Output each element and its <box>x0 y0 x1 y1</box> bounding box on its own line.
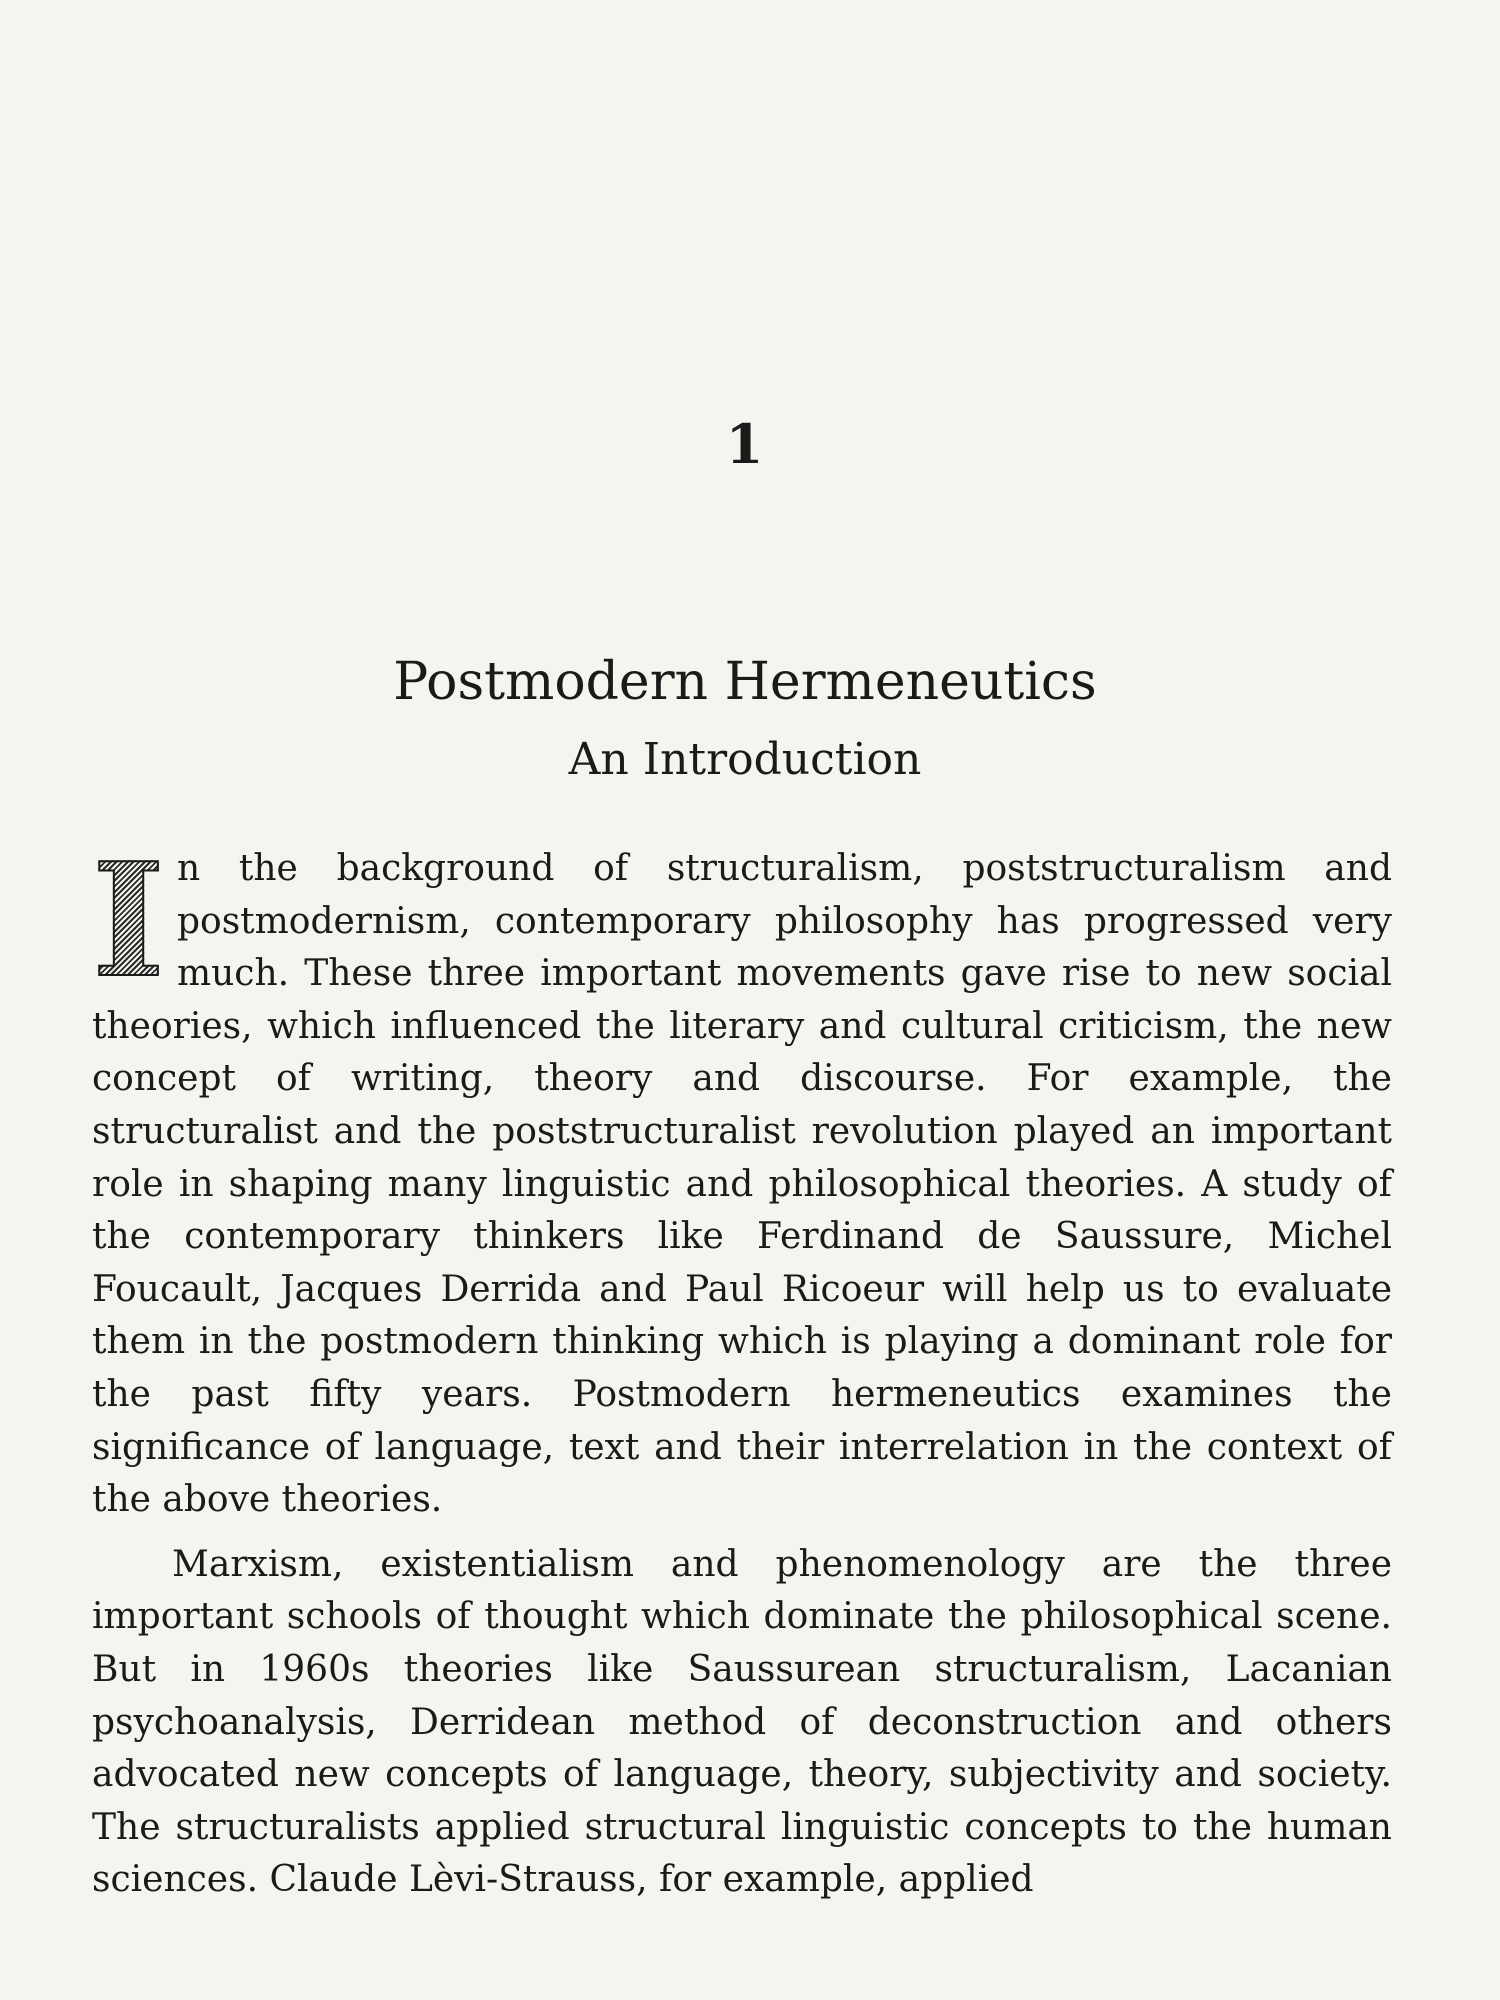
paragraph-2: Marxism, existentialism and phenomenology are the three important schools of thought which dominate the philosophical scene. But in 1960s theories like Saussurean structuralism, Lacanian psychoanalysis, Derridean method of deconstruction and others advocated new concepts of language, theory, subjectivity and society. The structuralists applied structural linguistic concepts to the human sciences. Claude Lèvi-Strauss, for example, applied <box>92 1543 1392 1901</box>
chapter-title: Postmodern Hermeneutics <box>393 652 1097 712</box>
drop-cap-letter: I <box>92 829 165 1012</box>
chapter-number: 1 <box>725 412 765 476</box>
paragraph-1-text: n the background of structuralism, poststructuralism and postmodernism, contemporary philosophy has progressed very much. These three important movements gave rise to new social theories, which influenced the literary and cultural criticism, the new concept of writing, theory and discourse. For example, the structuralist and the poststructuralist revolution played an important role in shaping many linguistic and philosophical theories. A study of the contemporary thinkers like Ferdinand de Saussure, Michel Foucault, Jacques Derrida and Paul Ricoeur will help us to evaluate them in the postmodern thinking which is playing a dominant role for the past fifty years. Postmodern hermeneutics examines the significance of language, text and their interrelation in the context of the above theories. <box>92 848 1392 1521</box>
chapter-subtitle: An Introduction <box>568 734 922 785</box>
paragraph-1 <box>92 829 1392 1527</box>
chapter-body <box>92 829 1392 1907</box>
